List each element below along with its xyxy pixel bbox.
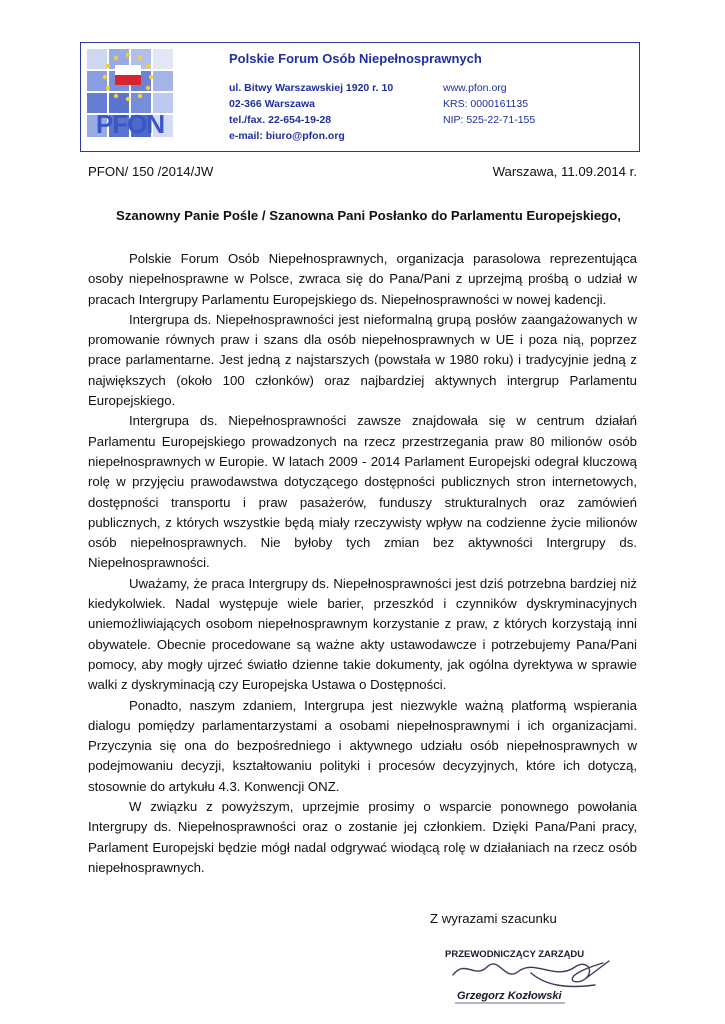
krs-number: KRS: 0000161135: [443, 98, 529, 110]
org-name: Polskie Forum Osób Niepełnosprawnych: [229, 51, 482, 66]
paragraph: Polskie Forum Osób Niepełnosprawnych, organizacja parasolowa reprezentująca osoby niepełnosprawne w Polsce, zwraca się do Pana/Pani z uprzejmą prośbą o udział w pracach Intergrupy Parlamentu Europejskiego ds. Niepełnosprawności w nowej kadencji.: [88, 251, 637, 307]
stamp-name: Grzegorz Kozłowski: [457, 990, 562, 1002]
address-block: [229, 80, 393, 144]
stamp-title: PRZEWODNICZĄCY ZARZĄDU: [445, 949, 585, 960]
letterhead: [80, 42, 640, 152]
salutation: Szanowny Panie Pośle / Szanowna Pani Posłanko do Parlamentu Europejskiego,: [116, 208, 621, 223]
paragraph: Intergrupa ds. Niepełnosprawności jest nieformalną grupą posłów zaangażowanych w promowanie równych praw i szans dla osób niepełnosprawnych w UE i poza nią, poprzez prace parlamentarne. Jest jedną z najstarszych (powstała w 1980 roku) i tradycyjnie jedną z największych (około 100 członków) oraz najbardziej aktywnych intergrup Parlamentu Europejskiego.: [88, 311, 637, 409]
letter-body: [88, 249, 637, 878]
pfon-logo: [85, 47, 175, 139]
registry-block: [443, 80, 535, 128]
phone-fax: tel./fax. 22-654-19-28: [229, 114, 332, 126]
place-date: Warszawa, 11.09.2014 r.: [492, 164, 637, 179]
address-city: 02-366 Warszawa: [229, 98, 315, 110]
handwritten-signature: [453, 961, 609, 987]
address-street: ul. Bitwy Warszawskiej 1920 r. 10: [229, 82, 394, 94]
logo-wordmark: PFON: [95, 109, 165, 139]
paragraph: Uważamy, że praca Intergrupy ds. Niepełnosprawności jest dziś potrzebna bardziej niż kiedykolwiek. Nadal występuje wiele barier, przeszkód i czynników dyskryminacyjnych uniemożliwiających osobom niepełnosprawnym korzystanie z praw, z których korzystają inni obywatele. Obecnie procedowane są ważne akty ustawodawcze i potrzebujemy Pana/Pani pomocy, aby mogły ujrzeć światło dzienne takie dokumenty, jak ogólna dyrektywa w sprawie walki z dyskryminacją czy Europejska Ustawa o Dostępności.: [88, 575, 637, 693]
paragraph: Intergrupa ds. Niepełnosprawności zawsze znajdowała się w centrum działań Parlamentu Europejskiego prowadzonych na rzecz przestrzegania praw 80 milionów osób niepełnosprawnych w Europie. W latach 2009 - 2014 Parlament Europejski odegrał kluczową rolę w przyjęciu prawodawstwa dotyczącego dostępności publicznych stron internetowych, dostępności transportu i praw pasażerów, funduszy strukturalnych oraz zamówień publicznych, z których wszystkie będą miały rzeczywisty wpływ na codzienne życie milionów osób niepełnosprawnych. Nie byłoby tych zmian bez aktywności Intergrupy ds. Niepełnosprawności.: [88, 413, 637, 571]
reference-number: PFON/ 150 /2014/JW: [88, 164, 214, 179]
nip-number: NIP: 525-22-71-155: [443, 114, 536, 126]
website: www.pfon.org: [443, 82, 507, 94]
email: e-mail: biuro@pfon.org: [229, 130, 345, 142]
signature-stamp: [435, 937, 635, 1007]
paragraph: W związku z powyższym, uprzejmie prosimy o wsparcie ponownego powołania Intergrupy ds. Niepełnosprawności oraz o zostanie jej członkiem. Dzięki Pana/Pani pracy, Parlament Europejski będzie mógł nadal odgrywać wiodącą rolę w działaniach na rzecz osób niepełnosprawnych.: [88, 799, 637, 875]
closing: Z wyrazami szacunku: [430, 911, 557, 926]
paragraph: Ponadto, naszym zdaniem, Intergrupa jest niezwykle ważną platformą wspierania dialogu pomiędzy parlamentarzystami a osobami niepełnosprawnymi i ich organizacjami. Przyczynia się ona do bezpośredniego i aktywnego udziału osób niepełnosprawnych w podejmowaniu decyzji, kształtowaniu polityki i procesów decyzyjnych, które ich dotyczą, stosownie do artykułu 4.3. Konwencji ONZ.: [88, 697, 637, 794]
